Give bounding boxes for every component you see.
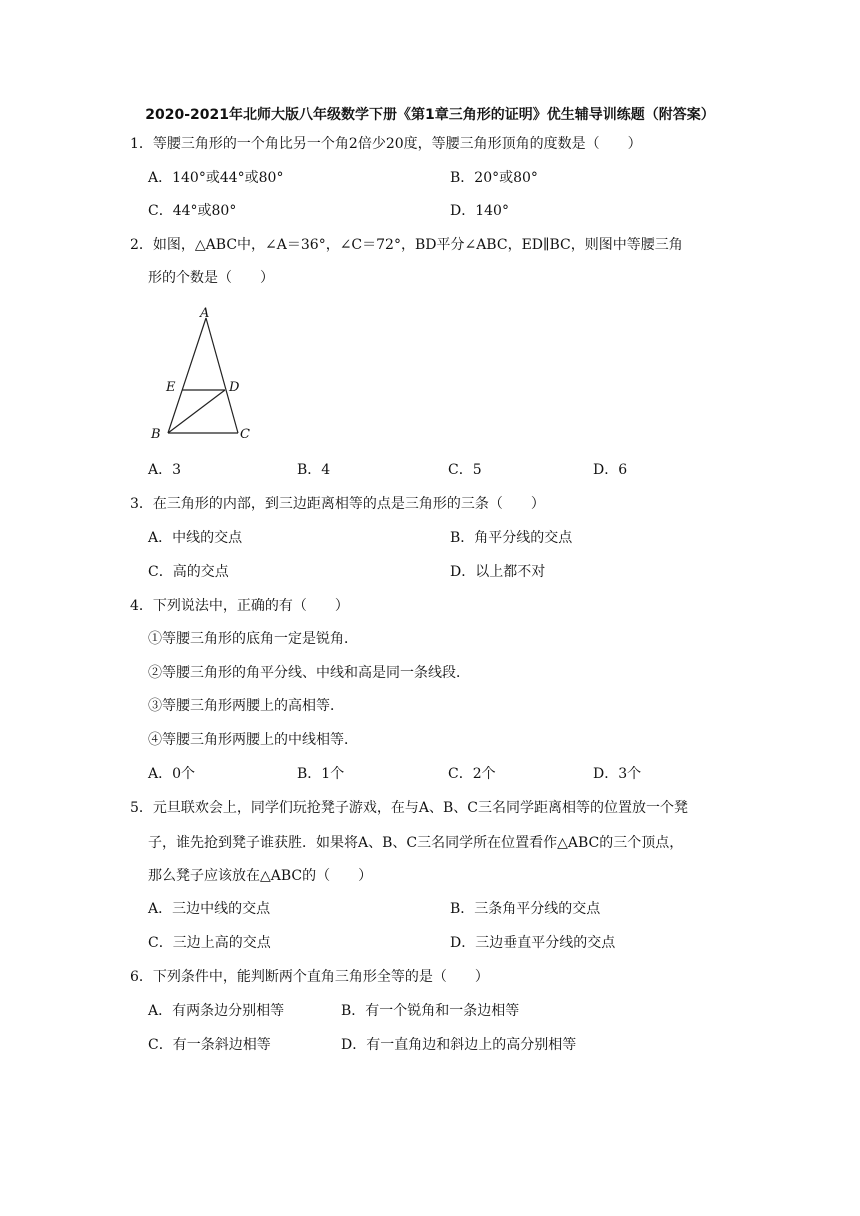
q5-option-d: D．三边垂直平分线的交点 bbox=[450, 935, 616, 951]
q4-option-d: D．3个 bbox=[593, 766, 642, 782]
question-2-stem: 2．如图，△ABC中，∠A＝36°，∠C＝72°，BD平分∠ABC，ED∥BC，则图中等腰三角 bbox=[130, 237, 683, 253]
q4-statement-1: ①等腰三角形的底角一定是锐角． bbox=[148, 631, 358, 647]
label-vertex-c: C bbox=[240, 427, 250, 442]
q1-option-c: C．44°或80° bbox=[148, 203, 237, 219]
question-3-stem: 3．在三角形的内部，到三边距离相等的点是三角形的三条（ ） bbox=[130, 496, 545, 512]
label-vertex-b: B bbox=[151, 427, 161, 442]
q1-option-b: B．20°或80° bbox=[450, 170, 538, 186]
q4-statement-2: ②等腰三角形的角平分线、中线和高是同一条线段． bbox=[148, 665, 470, 681]
q6-option-c: C．有一条斜边相等 bbox=[148, 1037, 271, 1053]
q3-option-c: C．高的交点 bbox=[148, 564, 229, 580]
q6-option-d: D．有一直角边和斜边上的高分别相等 bbox=[341, 1037, 577, 1053]
question-5-stem-line-2: 子，谁先抢到凳子谁获胜．如果将A、B、C三名同学所在位置看作△ABC的三个顶点， bbox=[148, 835, 684, 851]
q4-option-b: B．1个 bbox=[297, 766, 345, 782]
q3-option-d: D．以上都不对 bbox=[450, 564, 546, 580]
q2-option-d: D．6 bbox=[593, 462, 628, 478]
triangle-figure bbox=[146, 304, 266, 444]
q6-option-a: A．有两条边分别相等 bbox=[148, 1003, 285, 1019]
q5-option-a: A．三边中线的交点 bbox=[148, 901, 271, 917]
q2-option-a: A．3 bbox=[148, 462, 182, 478]
q4-statement-4: ④等腰三角形两腰上的中线相等． bbox=[148, 732, 358, 748]
question-1-stem: 1．等腰三角形的一个角比另一个角2倍少20度，等腰三角形顶角的度数是（ ） bbox=[130, 136, 642, 152]
q1-option-d: D．140° bbox=[450, 203, 509, 219]
label-point-d: D bbox=[229, 380, 240, 395]
q2-option-b: B．4 bbox=[297, 462, 331, 478]
q4-option-a: A．0个 bbox=[148, 766, 196, 782]
question-5-stem-line-3: 那么凳子应该放在△ABC的（ ） bbox=[148, 868, 373, 884]
q5-option-c: C．三边上高的交点 bbox=[148, 935, 271, 951]
label-point-e: E bbox=[166, 380, 176, 395]
document-title: 2020-2021年北师大版八年级数学下册《第1章三角形的证明》优生辅导训练题（附答案） bbox=[145, 107, 715, 123]
q4-option-c: C．2个 bbox=[448, 766, 496, 782]
q3-option-a: A．中线的交点 bbox=[148, 530, 243, 546]
side-ab bbox=[168, 318, 206, 433]
question-4-stem: 4．下列说法中，正确的有（ ） bbox=[130, 598, 349, 614]
q1-option-a: A．140°或44°或80° bbox=[148, 170, 284, 186]
label-vertex-a: A bbox=[200, 306, 210, 321]
q4-statement-3: ③等腰三角形两腰上的高相等． bbox=[148, 698, 344, 714]
question-2-stem-continued: 形的个数是（ ） bbox=[148, 270, 274, 286]
question-6-stem: 6．下列条件中，能判断两个直角三角形全等的是（ ） bbox=[130, 969, 489, 985]
q6-option-b: B．有一个锐角和一条边相等 bbox=[341, 1003, 520, 1019]
q3-option-b: B．角平分线的交点 bbox=[450, 530, 573, 546]
q2-option-c: C．5 bbox=[448, 462, 482, 478]
question-5-stem: 5．元旦联欢会上，同学们玩抢凳子游戏，在与A、B、C三名同学距离相等的位置放一个凳 bbox=[130, 800, 689, 816]
q5-option-b: B．三条角平分线的交点 bbox=[450, 901, 601, 917]
side-ac bbox=[206, 318, 238, 433]
segment-bd bbox=[168, 390, 225, 433]
